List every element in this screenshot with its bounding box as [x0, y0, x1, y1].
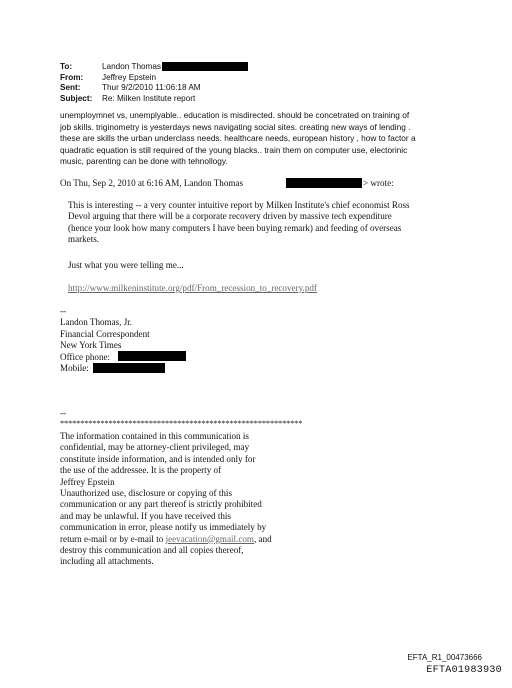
bates-number-primary: EFTA_R1_00473666 [407, 653, 482, 662]
disclaimer-line: The information contained in this communication is [60, 431, 249, 441]
disclaimer-line: the use of the addressee. It is the property of [60, 465, 222, 476]
redaction-sender-email [286, 178, 362, 188]
message-line: unemploymnet vs, unemplyable.. education is misdirected. should be concetrated on training of [60, 110, 410, 120]
message-line: quadratic equation is still required of the young blacks.. train them on computer use, electorinic [60, 144, 408, 155]
disclaimer-line-suffix: , and [253, 533, 272, 544]
quote-intro-suffix: > wrote: [363, 178, 394, 188]
redaction-mobile [93, 363, 165, 373]
disclaimer-line [60, 534, 360, 545]
disclaimer-stars: ************************************************************ [60, 419, 303, 428]
disclaimer-dashes: -- [60, 408, 67, 418]
contact-email-link[interactable]: jeevacation@gmail.com [165, 533, 254, 544]
from-value: Jeffrey Epstein [102, 72, 157, 82]
quote-intro [60, 178, 243, 189]
to-label: To: [60, 62, 73, 71]
signature-dashes: -- [60, 306, 67, 316]
subject-value: Re: Milken Institute report [102, 93, 196, 103]
message-line: music, parenting can be done with tehnollogy. [60, 156, 228, 167]
disclaimer-line: and may be unlawful. If you have received this [60, 510, 231, 521]
message-line: job skills. triginometry is yesterdays news navigating social sites. creating new ways of lending . [60, 121, 411, 132]
signature-name: Landon Thomas, Jr. [60, 317, 133, 328]
signature-title: Financial Correspondent [60, 328, 150, 339]
quoted-paragraph [68, 200, 468, 246]
signature-org: New York Times [60, 340, 122, 351]
disclaimer-line: communication or any part thereof is strictly prohibited [60, 499, 262, 510]
sent-value: Thur 9/2/2010 11:06:18 AM [102, 83, 201, 93]
disclaimer-line: destroy this communication and all copies thereof, [60, 545, 244, 556]
quoted-remark: Just what you were telling me... [68, 260, 184, 270]
subject-label: Subject: [60, 93, 93, 103]
signature-office: Office phone: [60, 351, 111, 362]
quoted-line: (hence your look how many computers I have been buying remark) and feeding of overseas [68, 222, 402, 233]
message-body [60, 110, 460, 168]
quoted-line: This is interesting -- a very counter intuitive report by Milken Institute's chief economist Ross [68, 200, 410, 210]
bates-number-secondary: EFTA01983930 [426, 665, 502, 676]
disclaimer-line-prefix: return e-mail or by e-mail to [60, 533, 166, 544]
signature-mobile: Mobile: [60, 363, 89, 374]
report-link[interactable]: http://www.milkeninstitute.org/pdf/From_recession_to_recovery.pdf [68, 283, 317, 293]
quote-intro-prefix: On Thu, Sep 2, 2010 at 6:16 AM, Landon Thomas [60, 178, 244, 188]
from-label: From: [60, 72, 84, 82]
disclaimer-line: communication in error, please notify us immediately by [60, 522, 267, 533]
disclaimer-line: confidential, may be attorney-client privileged, may [60, 442, 250, 453]
message-line: these are skills the urban underclass needs. healthcare needs, european history , how to factor a [60, 133, 416, 144]
disclaimer-line: including all attachments. [60, 556, 154, 567]
sent-label: Sent: [60, 83, 81, 93]
disclaimer-line: constitute inside information, and is intended only for [60, 453, 256, 464]
quoted-line: Devol arguing that there will be a corporate recovery driven by massive tech expenditure [68, 211, 392, 222]
redaction-office-phone [118, 351, 186, 361]
to-value: Landon Thomas [102, 62, 162, 71]
redaction-to-email [162, 62, 248, 71]
quoted-line: markets. [68, 234, 100, 245]
disclaimer-line: Unauthorized use, disclosure or copying of this [60, 488, 232, 499]
disclaimer-line: Jeffrey Epstein [60, 476, 115, 487]
disclaimer-body [60, 431, 360, 568]
